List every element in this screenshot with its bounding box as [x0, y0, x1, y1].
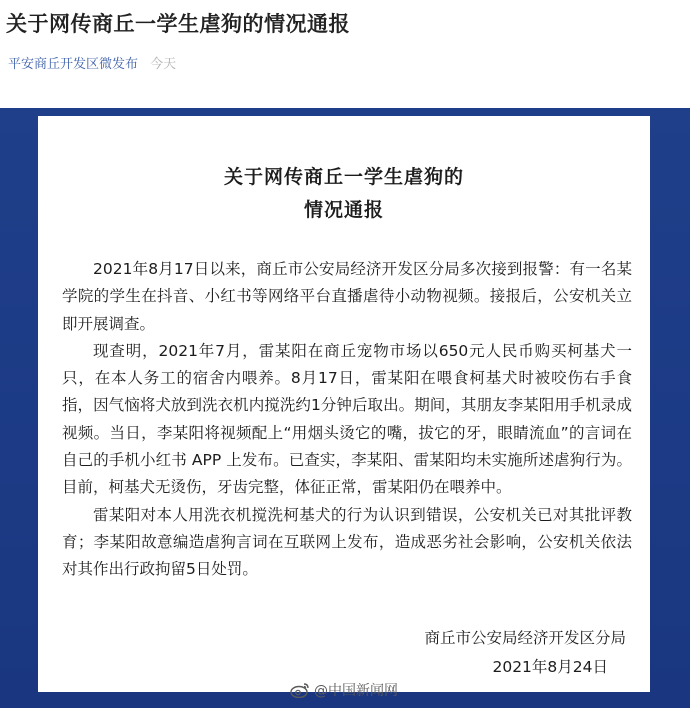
notice-date: 2021年8月24日 — [492, 658, 608, 676]
article-meta — [8, 53, 176, 72]
notice-title-line1: 关于网传商丘一学生虐狗的 — [223, 166, 464, 188]
notice-title-line2: 情况通报 — [303, 199, 384, 221]
weibo-icon — [290, 682, 310, 698]
notice-signature: 商丘市公安局经济开发区分局 — [424, 629, 626, 647]
article-header — [0, 0, 690, 110]
watermark — [290, 680, 398, 700]
notice-card — [38, 116, 650, 692]
watermark-text: @中国新闻网 — [314, 683, 398, 699]
notice-paragraph: 2021年8月17日以来，商丘市公安局经济开发区分局多次接到报警：有一名某学院的学生在抖音、小红书等网络平台直播虐待小动物视频。接报后，公安机关立即开展调查。 — [62, 260, 632, 333]
publish-time: 今天 — [150, 57, 177, 72]
notice-body — [62, 256, 632, 584]
notice-paragraph: 现查明，2021年7月，雷某阳在商丘宠物市场以650元人民币购买柯基犬一只，在本人务工的宿舍内喂养。8月17日，雷某阳在喂食柯基犬时被咬伤右手食指，因气恼将犬放到洗衣机内搅洗约1分钟后取出。期间，其朋友李某阳用手机录成视频。当日，李某阳将视频配上“用烟头烫它的嘴，拔它的牙，眼睛流血”的言词在自己的手机小红书 APP 上发布。已查实，李某阳、雷某阳均未实施所述虐狗行为。目前，柯基犬无烫伤，牙齿完整，体征正常，雷某阳仍在喂养中。 — [62, 341, 632, 497]
article-title: 关于网传商丘一学生虐狗的情况通报 — [6, 12, 350, 36]
notice-paragraph: 雷某阳对本人用洗衣机搅洗柯基犬的行为认识到错误，公安机关已对其批评教育；李某阳故意编造虐狗言词在互联网上发布，造成恶劣社会影响，公安机关依法对其作出行政拘留5日处罚。 — [62, 505, 632, 579]
source-link[interactable]: 平安商丘开发区微发布 — [8, 57, 139, 72]
